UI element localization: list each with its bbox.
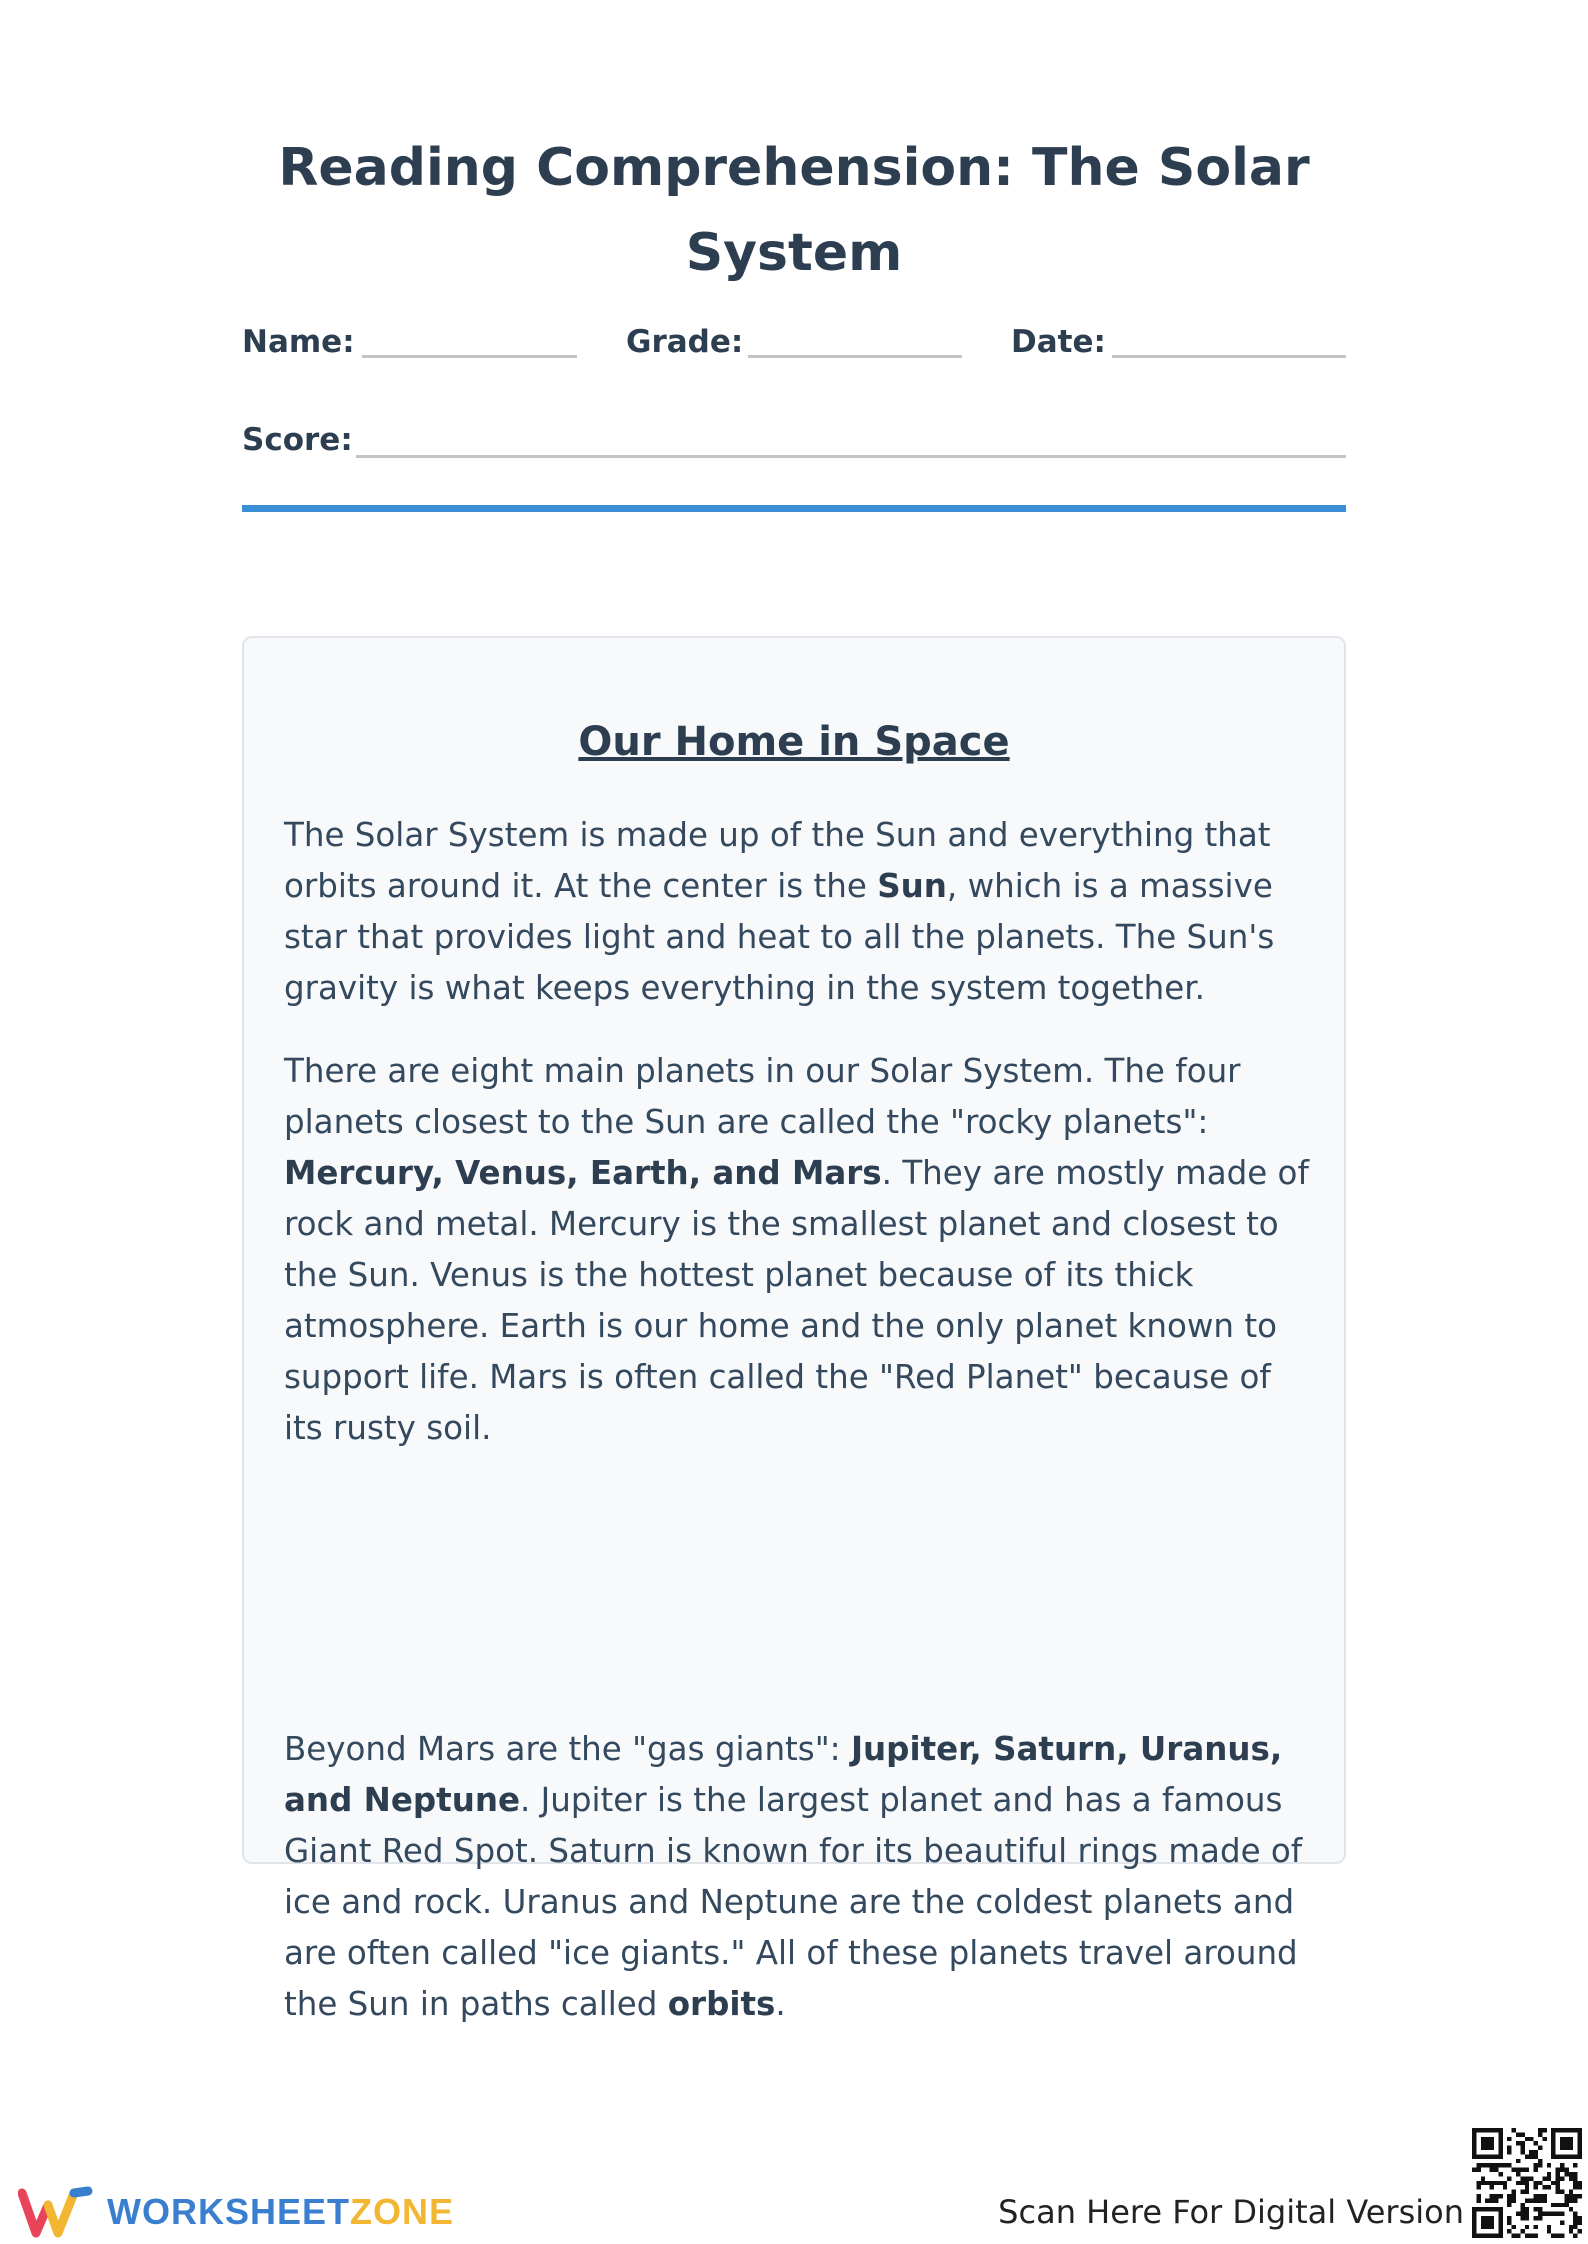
paragraph-text: There are eight main planets in our Solar System. The four planets closest to the Sun are called the "rocky planets": <box>284 1052 1241 1141</box>
worksheetzone-logo-icon <box>18 2185 94 2239</box>
paragraph-1 <box>284 810 1314 1014</box>
score-field[interactable] <box>356 455 1346 458</box>
brand-name <box>107 2190 454 2234</box>
bold-term: Jupiter, Saturn, Uranus, and Neptune <box>284 1730 1283 1819</box>
bold-term: orbits <box>667 1985 776 2023</box>
paragraph-3 <box>284 1724 1314 2030</box>
name-label: Name: <box>242 324 355 360</box>
paragraph-text: . They are mostly made of rock and metal. Mercury is the smallest planet and closest to the Sun. Venus is the hottest planet because of its thick atmosphere. Earth is our home and the only planet known to support life. Mars is often called the "Red Planet" because of its rusty soil. <box>284 1154 1309 1447</box>
paragraph-text: . Jupiter is the largest planet and has a famous Giant Red Spot. Saturn is known for its beautiful rings made of ice and rock. Uranus and Neptune are the coldest planets and are often called "ice giants." All of these planets travel around the Sun in paths called <box>284 1781 1303 2023</box>
scan-instruction: Scan Here For Digital Version <box>998 2193 1464 2231</box>
brand-name-part1: WORKSHEET <box>107 2191 350 2232</box>
score-label: Score: <box>242 422 353 458</box>
bold-term: Mercury, Venus, Earth, and Mars <box>284 1154 882 1192</box>
date-label: Date: <box>1011 324 1106 360</box>
paragraph-2 <box>284 1046 1314 1454</box>
worksheet-title: Reading Comprehension: The Solar System <box>278 138 1310 283</box>
header-divider <box>242 505 1346 512</box>
date-field[interactable] <box>1112 355 1346 358</box>
passage-heading: Our Home in Space <box>578 719 1010 765</box>
bold-term: Sun <box>877 867 947 905</box>
reading-passage <box>242 636 1346 2023</box>
paragraph-text: , which is a massive star that provides light and heat to all the planets. The Sun's gravity is what keeps everything in the system together. <box>284 867 1275 1007</box>
paragraph-text: . <box>775 1985 786 2023</box>
paragraph-text: Beyond Mars are the "gas giants": <box>284 1730 851 1768</box>
name-field[interactable] <box>362 355 577 358</box>
brand-name-part2: ZONE <box>350 2191 455 2232</box>
grade-label: Grade: <box>626 324 744 360</box>
qr-code-icon[interactable] <box>1472 2128 1582 2238</box>
grade-field[interactable] <box>748 355 962 358</box>
paragraph-text: The Solar System is made up of the Sun and everything that orbits around it. At the center is the <box>284 816 1271 905</box>
